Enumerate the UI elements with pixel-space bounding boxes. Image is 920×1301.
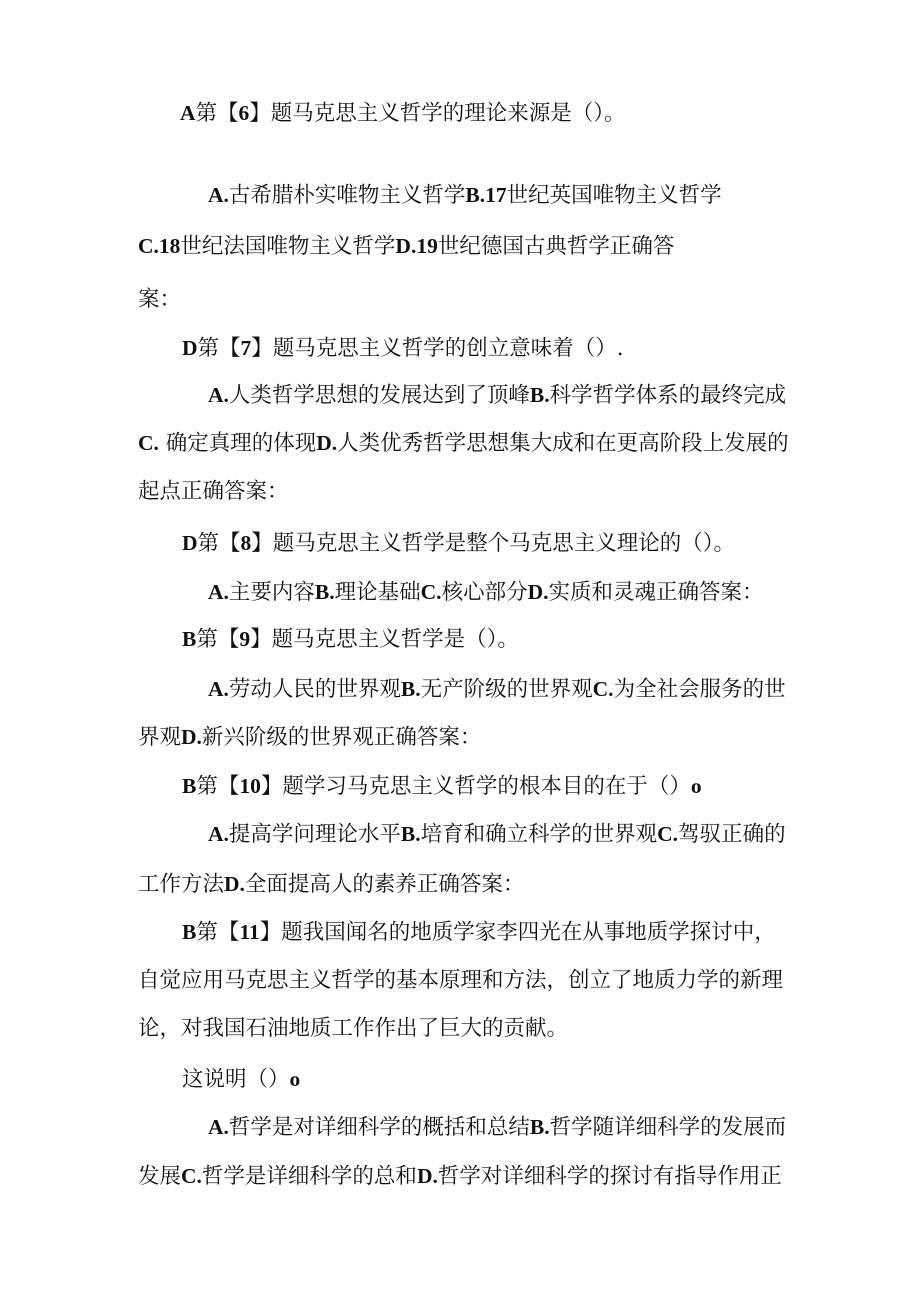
question-11-body-1: 自觉应用马克思主义哲学的基本原理和方法，创立了地质力学的新理 (138, 968, 784, 993)
question-6-line: A第【6】题马克思主义哲学的理论来源是（）。 (180, 101, 626, 126)
question-9-line: B第【9】题马克思主义哲学是（）。 (182, 627, 519, 652)
question-8-line: D第【8】题马克思主义哲学是整个马克思主义理论的（）。 (182, 531, 736, 556)
question-6-answer-label: 案： (138, 287, 182, 312)
question-9-options-1: A.劳动人民的世界观B.无产阶级的世界观C.为全社会服务的世 (208, 677, 786, 702)
question-11-line: B第【11】题我国闻名的地质学家李四光在从事地质学探讨中， (182, 920, 776, 945)
question-10-line: B第【10】题学习马克思主义哲学的根本目的在于（）o (182, 774, 702, 799)
question-6-options-2: C.18世纪法国唯物主义哲学D.19世纪德国古典哲学正确答 (138, 234, 675, 259)
question-10-options-2: 工作方法D.全面提高人的素养正确答案： (138, 872, 525, 897)
question-11-prompt: 这说明（）o (182, 1067, 301, 1092)
question-7-options-1: A.人类哲学思想的发展达到了顶峰B.科学哲学体系的最终完成 (208, 383, 787, 408)
question-6-options-1: A.古希腊朴实唯物主义哲学B.17世纪英国唯物主义哲学 (208, 183, 722, 208)
question-9-options-2: 界观D.新兴阶级的世界观正确答案： (138, 725, 482, 750)
question-11-body-2: 论，对我国石油地质工作作出了巨大的贡献。 (138, 1016, 569, 1041)
question-10-options-1: A.提高学问理论水平B.培育和确立科学的世界观C.驾驭正确的 (208, 822, 786, 847)
question-7-options-2: C. 确定真理的体现D.人类优秀哲学思想集大成和在更高阶段上发展的 (138, 431, 789, 456)
question-11-options-1: A.哲学是对详细科学的概括和总结B.哲学随详细科学的发展而 (208, 1115, 787, 1140)
question-8-options: A.主要内容B.理论基础C.核心部分D.实质和灵魂正确答案： (208, 580, 764, 605)
question-7-line: D第【7】题马克思主义哲学的创立意味着（）. (182, 336, 624, 361)
question-7-answer-label: 起点正确答案： (138, 479, 289, 504)
question-11-options-2: 发展C.哲学是详细科学的总和D.哲学对详细科学的探讨有指导作用正 (138, 1164, 782, 1189)
